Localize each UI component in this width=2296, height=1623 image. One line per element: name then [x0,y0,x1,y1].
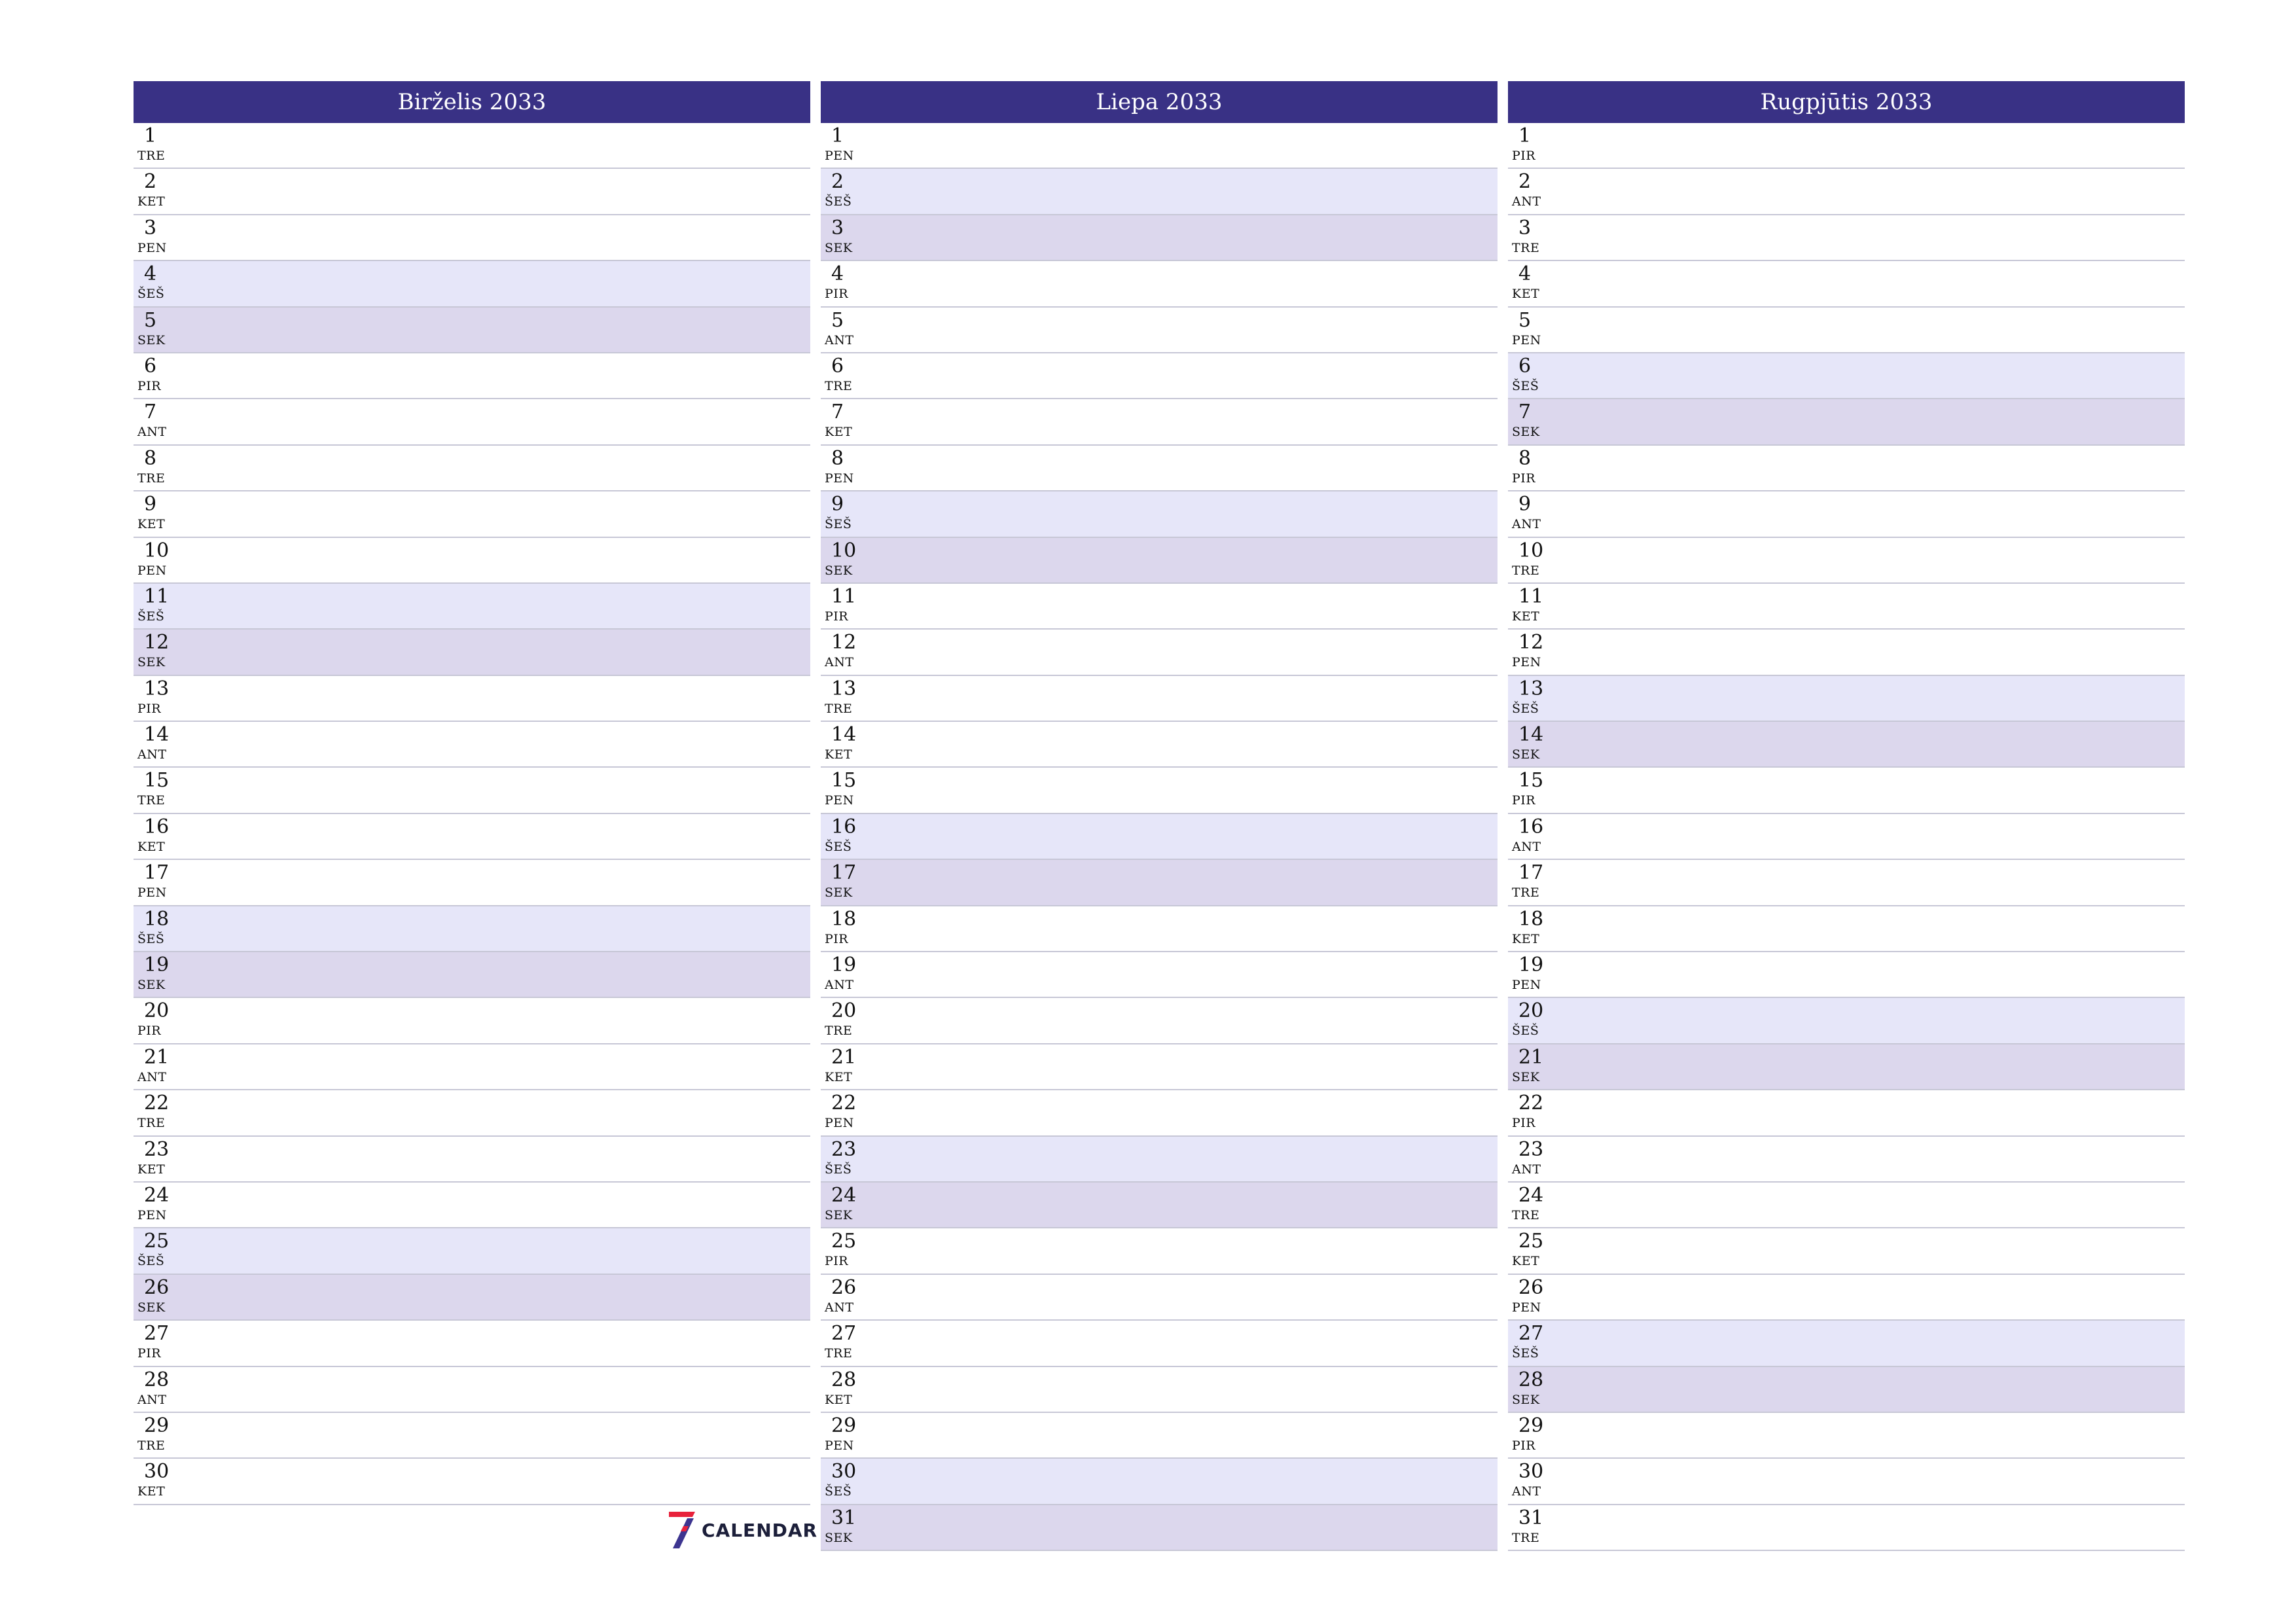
day-row [1508,998,2185,1044]
weekday-label: TRE [1512,240,1540,255]
weekday-label: KET [137,194,166,209]
weekday-label: KET [1512,609,1540,624]
day-row [821,630,1498,675]
weekday-label: PEN [825,471,854,486]
weekday-label: ANT [825,978,854,993]
day-number: 22 [1518,1092,1544,1115]
day-number: 13 [144,677,170,700]
day-row [821,1505,1498,1551]
day-row [821,998,1498,1044]
day-row [1508,906,2185,952]
day-number: 21 [144,1045,170,1069]
day-row [821,399,1498,445]
day-number: 30 [1518,1460,1544,1484]
weekday-label: ANT [137,425,167,440]
day-row [1508,1275,2185,1321]
weekday-label: TRE [137,1116,166,1131]
day-row [134,814,810,860]
day-row [134,1090,810,1136]
day-number: 15 [831,769,857,793]
weekday-label: PIR [137,1024,162,1039]
day-row [134,630,810,675]
day-row [134,952,810,998]
weekday-label: TRE [137,793,166,808]
day-number: 29 [144,1414,170,1437]
day-number: 3 [831,216,844,240]
day-number: 30 [144,1460,170,1484]
day-number: 14 [144,723,170,747]
weekday-label: ŠEŠ [1512,1024,1539,1039]
day-row [1508,1459,2185,1505]
weekday-label: PEN [825,149,854,163]
day-number: 11 [144,584,170,608]
day-number: 25 [831,1230,857,1253]
day-number: 11 [831,584,857,608]
weekday-label: ŠEŠ [1512,701,1539,716]
weekday-label: KET [137,1484,166,1499]
day-row [1508,538,2185,584]
weekday-label: PEN [825,1116,854,1131]
weekday-label: SEK [1512,1069,1540,1084]
day-row [1508,1367,2185,1413]
day-row [821,1275,1498,1321]
day-row [134,1044,810,1090]
day-row [821,215,1498,261]
day-row [821,169,1498,215]
weekday-label: TRE [825,701,853,716]
weekday-label: KET [825,1392,853,1407]
weekday-label: SEK [1512,747,1540,762]
day-number: 10 [144,539,170,562]
day-number: 18 [144,907,170,931]
weekday-label: TRE [1512,885,1540,901]
day-number: 25 [144,1230,170,1253]
weekday-label: PIR [1512,1116,1536,1131]
day-number: 26 [831,1275,857,1299]
day-row [1508,1137,2185,1183]
weekday-label: PEN [137,1207,167,1222]
weekday-label: SEK [1512,1392,1540,1407]
day-row [821,353,1498,399]
weekday-label: TRE [1512,1530,1540,1545]
day-number: 6 [144,354,157,378]
day-number: 27 [831,1322,857,1346]
day-number: 1 [831,124,844,147]
month-header: Liepa 2033 [821,81,1498,123]
weekday-label: KET [825,747,853,762]
day-number: 5 [144,308,157,332]
day-number: 12 [1518,631,1544,654]
day-row [821,814,1498,860]
day-number: 6 [1518,354,1532,378]
day-number: 2 [1518,170,1532,194]
weekday-label: PEN [137,240,167,255]
month-column-august [1508,81,2185,1551]
day-number: 6 [831,354,844,378]
weekday-label: PIR [137,378,162,393]
day-list [134,123,810,1505]
day-row [134,215,810,261]
day-number: 27 [1518,1322,1544,1346]
weekday-label: ANT [1512,194,1541,209]
day-number: 19 [831,954,857,977]
day-row [134,722,810,768]
day-row [821,1183,1498,1228]
day-number: 9 [1518,493,1532,516]
day-row [821,1044,1498,1090]
weekday-label: ANT [137,1069,167,1084]
day-number: 8 [144,446,157,470]
seven-logo-icon [669,1512,695,1548]
logo-text: CALENDAR [702,1519,818,1541]
weekday-label: SEK [825,240,853,255]
day-list [1508,123,2185,1551]
day-number: 15 [1518,769,1544,793]
day-row [821,952,1498,998]
day-number: 21 [1518,1045,1544,1069]
day-row [1508,814,2185,860]
weekday-label: PEN [1512,332,1541,348]
day-number: 7 [831,401,844,424]
day-row [1508,1413,2185,1459]
day-row [1508,630,2185,675]
weekday-label: ANT [825,1300,854,1315]
day-number: 22 [831,1092,857,1115]
weekday-label: SEK [1512,425,1540,440]
day-number: 20 [1518,999,1544,1023]
weekday-label: PIR [825,931,849,946]
weekday-label: PIR [137,701,162,716]
day-number: 4 [1518,262,1532,286]
weekday-label: ANT [1512,1162,1541,1177]
day-number: 18 [831,907,857,931]
weekday-label: ŠEŠ [825,1484,852,1499]
day-number: 4 [831,262,844,286]
weekday-label: TRE [137,471,166,486]
day-number: 7 [1518,401,1532,424]
day-number: 1 [144,124,157,147]
weekday-label: PIR [1512,149,1536,163]
weekday-label: ANT [1512,517,1541,532]
day-number: 24 [1518,1183,1544,1207]
day-number: 21 [831,1045,857,1069]
weekday-label: PIR [825,1254,849,1269]
day-row [134,1183,810,1228]
day-number: 24 [831,1183,857,1207]
weekday-label: PEN [1512,1300,1541,1315]
weekday-label: TRE [137,1438,166,1453]
day-number: 13 [831,677,857,700]
day-row [1508,1321,2185,1366]
day-row [1508,491,2185,537]
day-row [1508,215,2185,261]
day-number: 8 [831,446,844,470]
day-row [134,768,810,813]
day-number: 28 [1518,1368,1544,1391]
weekday-label: ŠEŠ [137,1254,165,1269]
weekday-label: PIR [1512,1438,1536,1453]
weekday-label: KET [137,517,166,532]
day-number: 22 [144,1092,170,1115]
day-number: 17 [1518,861,1544,885]
day-row [1508,353,2185,399]
day-number: 23 [831,1137,857,1161]
day-row [821,446,1498,491]
day-number: 26 [1518,1275,1544,1299]
day-row [821,1090,1498,1136]
day-row [134,1367,810,1413]
day-row [134,261,810,307]
day-number: 25 [1518,1230,1544,1253]
day-row [134,1321,810,1366]
weekday-label: SEK [825,1530,853,1545]
day-row [134,1275,810,1321]
weekday-label: PEN [825,793,854,808]
day-row [821,1367,1498,1413]
day-row [821,1137,1498,1183]
day-row [1508,1044,2185,1090]
day-row [821,538,1498,584]
day-number: 11 [1518,584,1544,608]
month-header: Birželis 2033 [134,81,810,123]
weekday-label: ŠEŠ [137,287,165,302]
weekday-label: PEN [137,563,167,578]
day-number: 28 [831,1368,857,1391]
day-row [134,491,810,537]
day-row [134,906,810,952]
brand-logo [669,1512,817,1548]
day-number: 3 [144,216,157,240]
day-row [821,676,1498,722]
weekday-label: ŠEŠ [137,609,165,624]
day-number: 5 [831,308,844,332]
day-row [134,353,810,399]
day-row [1508,722,2185,768]
day-number: 4 [144,262,157,286]
day-row [821,906,1498,952]
day-row [821,308,1498,353]
weekday-label: SEK [137,1300,166,1315]
day-number: 12 [144,631,170,654]
weekday-label: PIR [137,1346,162,1361]
weekday-label: TRE [825,378,853,393]
day-row [134,308,810,353]
weekday-label: PEN [825,1438,854,1453]
day-row [1508,1505,2185,1551]
day-row [1508,446,2185,491]
day-number: 15 [144,769,170,793]
weekday-label: SEK [137,978,166,993]
weekday-label: KET [1512,931,1540,946]
day-number: 9 [831,493,844,516]
weekday-label: ŠEŠ [825,517,852,532]
day-row [1508,123,2185,169]
weekday-label: ŠEŠ [825,194,852,209]
day-row [821,491,1498,537]
day-row [821,1459,1498,1505]
day-row [1508,768,2185,813]
weekday-label: KET [825,425,853,440]
weekday-label: ANT [825,332,854,348]
day-number: 5 [1518,308,1532,332]
weekday-label: TRE [1512,563,1540,578]
weekday-label: ANT [137,1392,167,1407]
weekday-label: PEN [1512,655,1541,670]
day-row [821,722,1498,768]
day-number: 19 [1518,954,1544,977]
day-number: 8 [1518,446,1532,470]
weekday-label: PIR [825,287,849,302]
weekday-label: KET [1512,287,1540,302]
day-number: 18 [1518,907,1544,931]
weekday-label: ŠEŠ [1512,1346,1539,1361]
day-row [1508,1090,2185,1136]
day-row [134,169,810,215]
weekday-label: TRE [825,1024,853,1039]
day-row [134,676,810,722]
day-number: 10 [1518,539,1544,562]
weekday-label: SEK [825,885,853,901]
weekday-label: ANT [1512,1484,1541,1499]
day-number: 23 [144,1137,170,1161]
weekday-label: ANT [825,655,854,670]
day-number: 10 [831,539,857,562]
day-row [821,1413,1498,1459]
day-number: 17 [144,861,170,885]
day-number: 16 [144,815,170,838]
weekday-label: SEK [137,332,166,348]
day-row [134,1137,810,1183]
day-number: 23 [1518,1137,1544,1161]
day-row [821,768,1498,813]
day-row [134,584,810,630]
day-row [1508,308,2185,353]
day-number: 2 [144,170,157,194]
day-number: 20 [144,999,170,1023]
day-number: 20 [831,999,857,1023]
weekday-label: SEK [137,655,166,670]
month-column-june [134,81,810,1505]
day-number: 13 [1518,677,1544,700]
weekday-label: PEN [1512,978,1541,993]
day-number: 14 [1518,723,1544,747]
weekday-label: PEN [137,885,167,901]
day-row [1508,1183,2185,1228]
day-number: 31 [1518,1506,1544,1529]
day-number: 9 [144,493,157,516]
weekday-label: TRE [1512,1207,1540,1222]
day-row [821,860,1498,906]
weekday-label: PIR [1512,793,1536,808]
day-number: 26 [144,1275,170,1299]
weekday-label: SEK [825,563,853,578]
day-number: 17 [831,861,857,885]
day-row [134,1228,810,1274]
day-number: 2 [831,170,844,194]
day-number: 3 [1518,216,1532,240]
day-row [134,1413,810,1459]
day-number: 29 [1518,1414,1544,1437]
day-number: 16 [831,815,857,838]
weekday-label: TRE [825,1346,853,1361]
day-number: 31 [831,1506,857,1529]
day-row [134,123,810,169]
day-number: 7 [144,401,157,424]
day-row [821,1321,1498,1366]
day-row [1508,584,2185,630]
day-row [821,1228,1498,1274]
day-row [1508,952,2185,998]
weekday-label: ŠEŠ [825,1162,852,1177]
weekday-label: ANT [137,747,167,762]
day-row [821,584,1498,630]
day-row [1508,860,2185,906]
day-row [1508,676,2185,722]
day-row [1508,261,2185,307]
day-number: 24 [144,1183,170,1207]
day-number: 1 [1518,124,1532,147]
day-row [134,998,810,1044]
weekday-label: PIR [1512,471,1536,486]
day-row [134,538,810,584]
month-column-july [821,81,1498,1551]
day-number: 14 [831,723,857,747]
weekday-label: SEK [825,1207,853,1222]
day-list [821,123,1498,1551]
weekday-label: TRE [137,149,166,163]
day-row [134,446,810,491]
day-row [1508,1228,2185,1274]
weekday-label: ŠEŠ [137,931,165,946]
day-row [1508,169,2185,215]
day-row [821,261,1498,307]
day-row [134,860,810,906]
weekday-label: KET [137,839,166,854]
weekday-label: ŠEŠ [1512,378,1539,393]
day-number: 16 [1518,815,1544,838]
day-number: 12 [831,631,857,654]
weekday-label: KET [1512,1254,1540,1269]
day-number: 28 [144,1368,170,1391]
day-row [821,123,1498,169]
day-number: 29 [831,1414,857,1437]
weekday-label: PIR [825,609,849,624]
day-number: 30 [831,1460,857,1484]
month-header: Rugpjūtis 2033 [1508,81,2185,123]
weekday-label: KET [825,1069,853,1084]
day-row [1508,399,2185,445]
day-number: 27 [144,1322,170,1346]
weekday-label: KET [137,1162,166,1177]
weekday-label: ŠEŠ [825,839,852,854]
day-number: 19 [144,954,170,977]
day-row [134,399,810,445]
day-row [134,1459,810,1505]
weekday-label: ANT [1512,839,1541,854]
